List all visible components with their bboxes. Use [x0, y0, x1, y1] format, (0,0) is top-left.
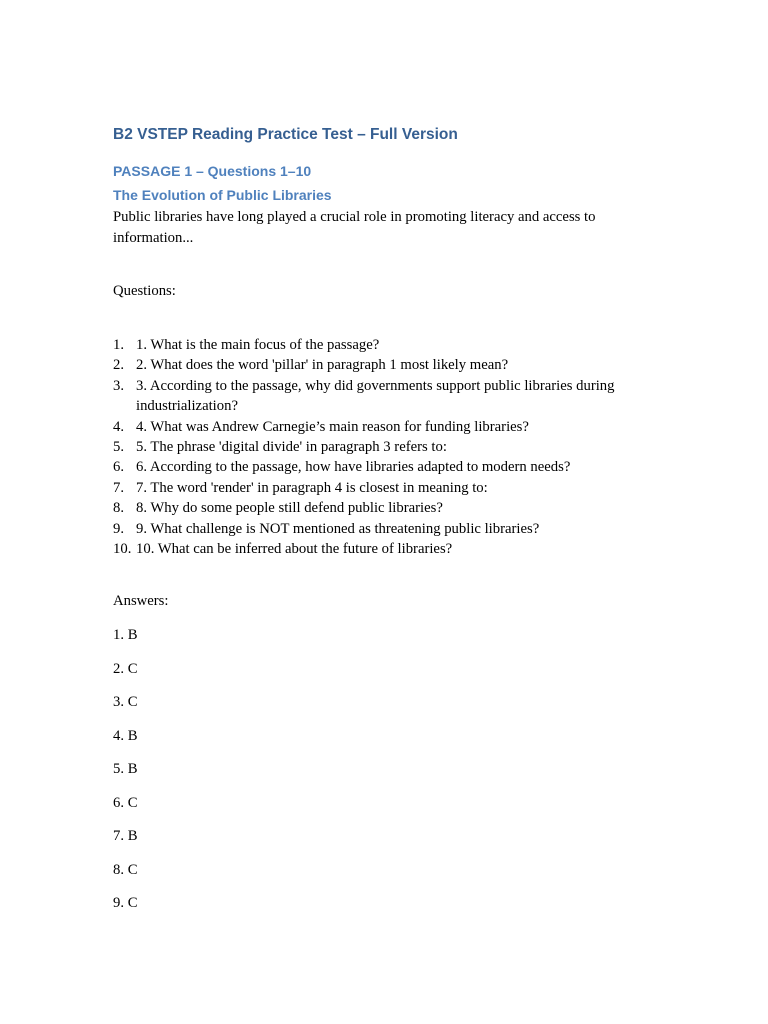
list-item: [113, 437, 653, 457]
question-text: 8. Why do some people still defend public libraries?: [136, 500, 443, 517]
list-item: [113, 376, 653, 417]
answer-item: 1. B: [113, 627, 138, 644]
question-text: 9. What challenge is NOT mentioned as threatening public libraries?: [136, 520, 540, 537]
question-text: 5. The phrase 'digital divide' in paragraph 3 refers to:: [136, 439, 447, 456]
question-text: 4. What was Andrew Carnegie’s main reason for funding libraries?: [136, 418, 529, 435]
answers-list: [113, 625, 653, 914]
questions-label: Questions:: [113, 283, 176, 299]
list-item: [113, 498, 653, 518]
question-number: 8.: [113, 500, 125, 517]
document-page: [113, 124, 653, 914]
passage-text: Public libraries have long played a crucial role in promoting literacy and access to information...: [113, 209, 596, 246]
question-text: 10. What can be inferred about the future of libraries?: [136, 541, 453, 558]
question-number: 5.: [113, 439, 125, 456]
list-item: [113, 355, 653, 375]
question-number: 9.: [113, 520, 125, 537]
question-number: 1.: [113, 337, 125, 353]
answer-item: 7. B: [113, 828, 138, 845]
question-number: 10.: [113, 541, 132, 558]
list-item: [113, 335, 653, 355]
question-text: 6. According to the passage, how have libraries adapted to modern needs?: [136, 459, 571, 476]
list-item: [113, 478, 653, 498]
question-text: 7. The word 'render' in paragraph 4 is closest in meaning to:: [136, 479, 488, 496]
answer-item: 2. C: [113, 660, 138, 677]
list-item: [113, 539, 653, 559]
passage-title: The Evolution of Public Libraries: [113, 187, 332, 203]
answer-item: 6. C: [113, 794, 138, 811]
question-number: 2.: [113, 357, 125, 374]
question-number: 4.: [113, 418, 125, 435]
list-item: [113, 457, 653, 477]
question-number: 3.: [113, 377, 125, 394]
passage-heading: PASSAGE 1 – Questions 1–10: [113, 163, 312, 179]
answer-item: 3. C: [113, 694, 138, 711]
answer-item: 4. B: [113, 727, 138, 744]
question-number: 6.: [113, 459, 125, 476]
questions-list: [113, 335, 653, 559]
list-item: [113, 417, 653, 437]
answer-item: 8. C: [113, 861, 138, 878]
question-text: 1. What is the main focus of the passage?: [136, 337, 380, 353]
answer-item: 9. C: [113, 895, 138, 912]
answers-label: Answers:: [113, 593, 169, 610]
question-text: 2. What does the word 'pillar' in paragraph 1 most likely mean?: [136, 357, 509, 374]
question-number: 7.: [113, 479, 125, 496]
document-title: B2 VSTEP Reading Practice Test – Full Version: [113, 126, 458, 143]
list-item: [113, 519, 653, 539]
question-text: 3. According to the passage, why did governments support public libraries during industrialization?: [136, 377, 615, 415]
answer-item: 5. B: [113, 761, 138, 778]
